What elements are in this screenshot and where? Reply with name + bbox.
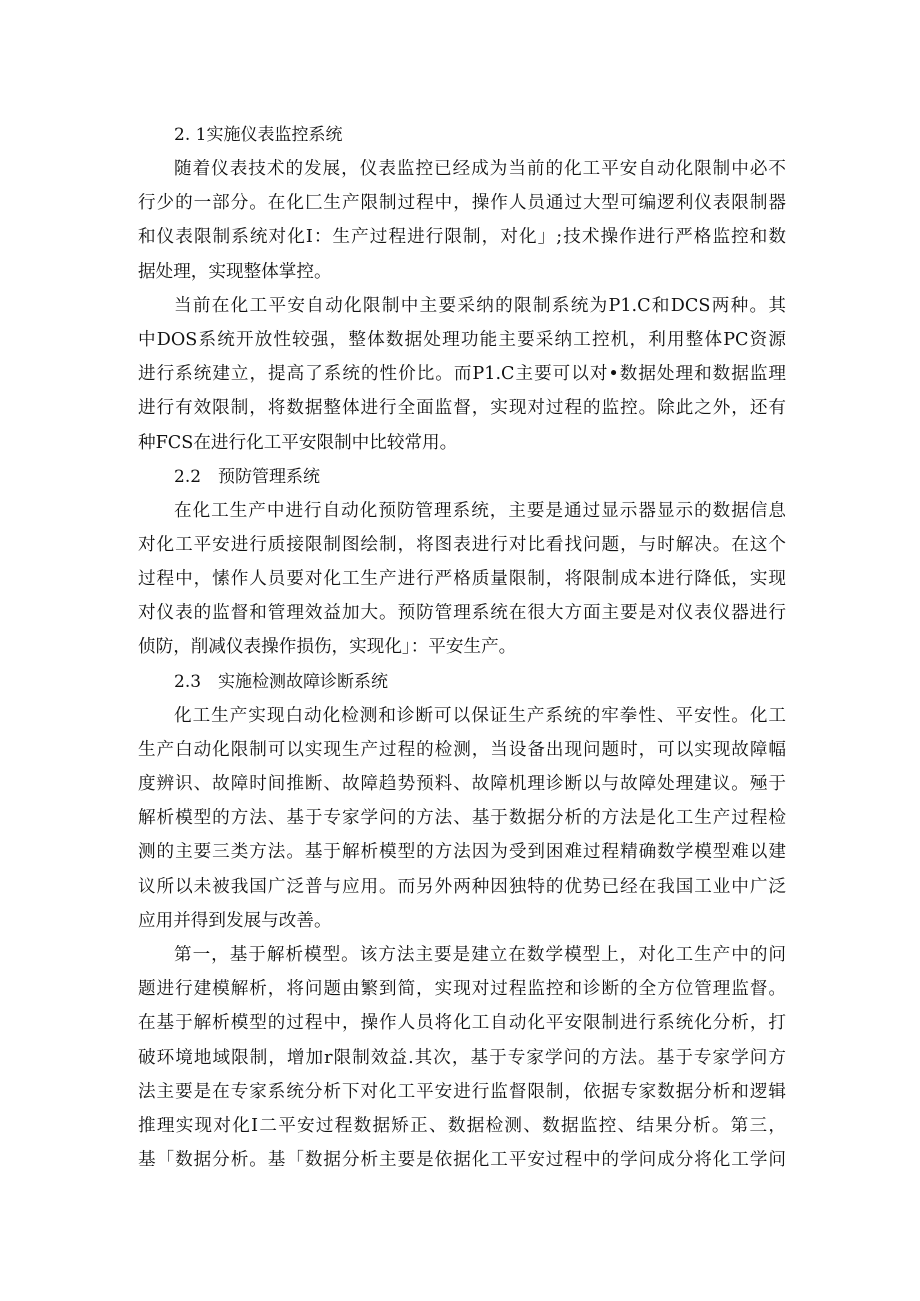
text-line: 当前在化工平安自动化限制中主要采纳的限制系统为P1.C和DCS两种。其: [174, 295, 786, 316]
section-heading-2-1: 2. 1实施仪表监控系统: [174, 125, 343, 145]
paragraph-instrument-monitoring: [138, 152, 786, 289]
text-line: 在基于解析模型的过程中，操作人员将化工自动化平安限制进行系统化分析，打: [138, 1013, 786, 1034]
text-line: 中DOS系统开放性较强，整体数据处理功能主要采纳工控机，利用整体PC资源: [138, 329, 786, 350]
paragraph-control-systems: [138, 289, 786, 460]
text-line: 据处理，实现整体掌控。: [138, 261, 332, 282]
text-line: 行少的一部分。在化匚生产限制过程中，操作人员通过大型可编逻利仪表限制器: [138, 193, 786, 214]
section-heading-2-3: 2.3 实施检测故障诊断系统: [174, 671, 389, 692]
text-line: 进行有效限制，将数据整体进行全面监督，实现对过程的监控。除此之外，还有: [138, 398, 786, 419]
text-line: 对仪表的监督和管理效益加大。预防管理系统在很大方面主要是对仪表仪器进行: [138, 603, 786, 624]
text-line: 议所以未被我国广泛普与应用。而另外两种因独特的优势已经在我国工业中广泛: [138, 876, 786, 897]
text-line: 在化工生产中进行自动化预防管理系统，主要是通过显示器显示的数据信息: [174, 500, 786, 521]
text-line: 解析模型的方法、基于专家学问的方法、基于数据分析的方法是化工生产过程检: [138, 808, 786, 829]
text-line: 侦防，削减仪表操作损伤，实现化」：平安生产。: [138, 637, 517, 658]
text-line: 应用并得到发展与改善。: [138, 910, 332, 931]
text-line: 和仪表限制系统对化I：生产过程进行限制，对化」;技术操作进行严格监控和数: [138, 227, 786, 248]
section-heading-2-2: 2.2 预防管理系统: [174, 466, 321, 487]
text-line: 随着仪表技术的发展，仪表监控已经成为当前的化工平安自动化限制中必不: [174, 159, 786, 179]
text-line: 题进行建模解析，将问题由繁到简，实现对过程监控和诊断的全方位管理监督。: [138, 979, 786, 1000]
paragraph-prevention-management: [138, 494, 786, 665]
text-line: 生产白动化限制可以实现生产过程的检测，当设备出现问题时，可以实现故障幅: [138, 739, 786, 760]
text-line: 种FCS在进行化工平安限制中比较常用。: [138, 432, 458, 453]
text-line: 进行系统建立，提高了系统的性价比。而P1.C主要可以对•数据处理和数据监理: [138, 364, 786, 385]
text-line: 推理实现对化I二平安过程数据矫正、数据检测、数据监控、结果分析。第三，: [138, 1115, 786, 1136]
text-line: 破环境地域限制，增加r限制效益.其次，基于专家学问的方法。基于专家学问方: [138, 1047, 786, 1068]
text-line: 第一，基于解析模型。该方法主要是建立在数学模型上，对化工生产中的问: [174, 944, 786, 965]
paragraph-methods: [138, 938, 786, 1177]
text-line: 化工生产实现白动化检测和诊断可以保证生产系统的牢拳性、平安性。化工: [174, 705, 786, 726]
text-line: 过程中，愫作人员要对化工生产进行严格质量限制，将限制成本进行降低，实现: [138, 569, 786, 590]
text-line: 度辨识、故障时间推断、故障趋势预料、故障机理诊断以与故障处理建议。殛于: [138, 774, 786, 794]
text-line: 对化工平安进行质接限制图绘制，将图表进行对比看找问题，与时解决。在这个: [138, 534, 786, 555]
text-line: 基「数据分析。基「数据分析主要是依据化工平安过程中的学问成分将化工学问: [138, 1150, 786, 1171]
paragraph-fault-diagnosis: [138, 699, 786, 938]
text-line: 法主要是在专家系统分析下对化工平安进行监督限制，依据专家数据分析和逻辑: [138, 1081, 786, 1102]
document-page: [138, 118, 786, 1177]
text-line: 测的主要三类方法。基于解析模型的方法因为受到困难过程精确数学模型难以建: [138, 842, 786, 863]
